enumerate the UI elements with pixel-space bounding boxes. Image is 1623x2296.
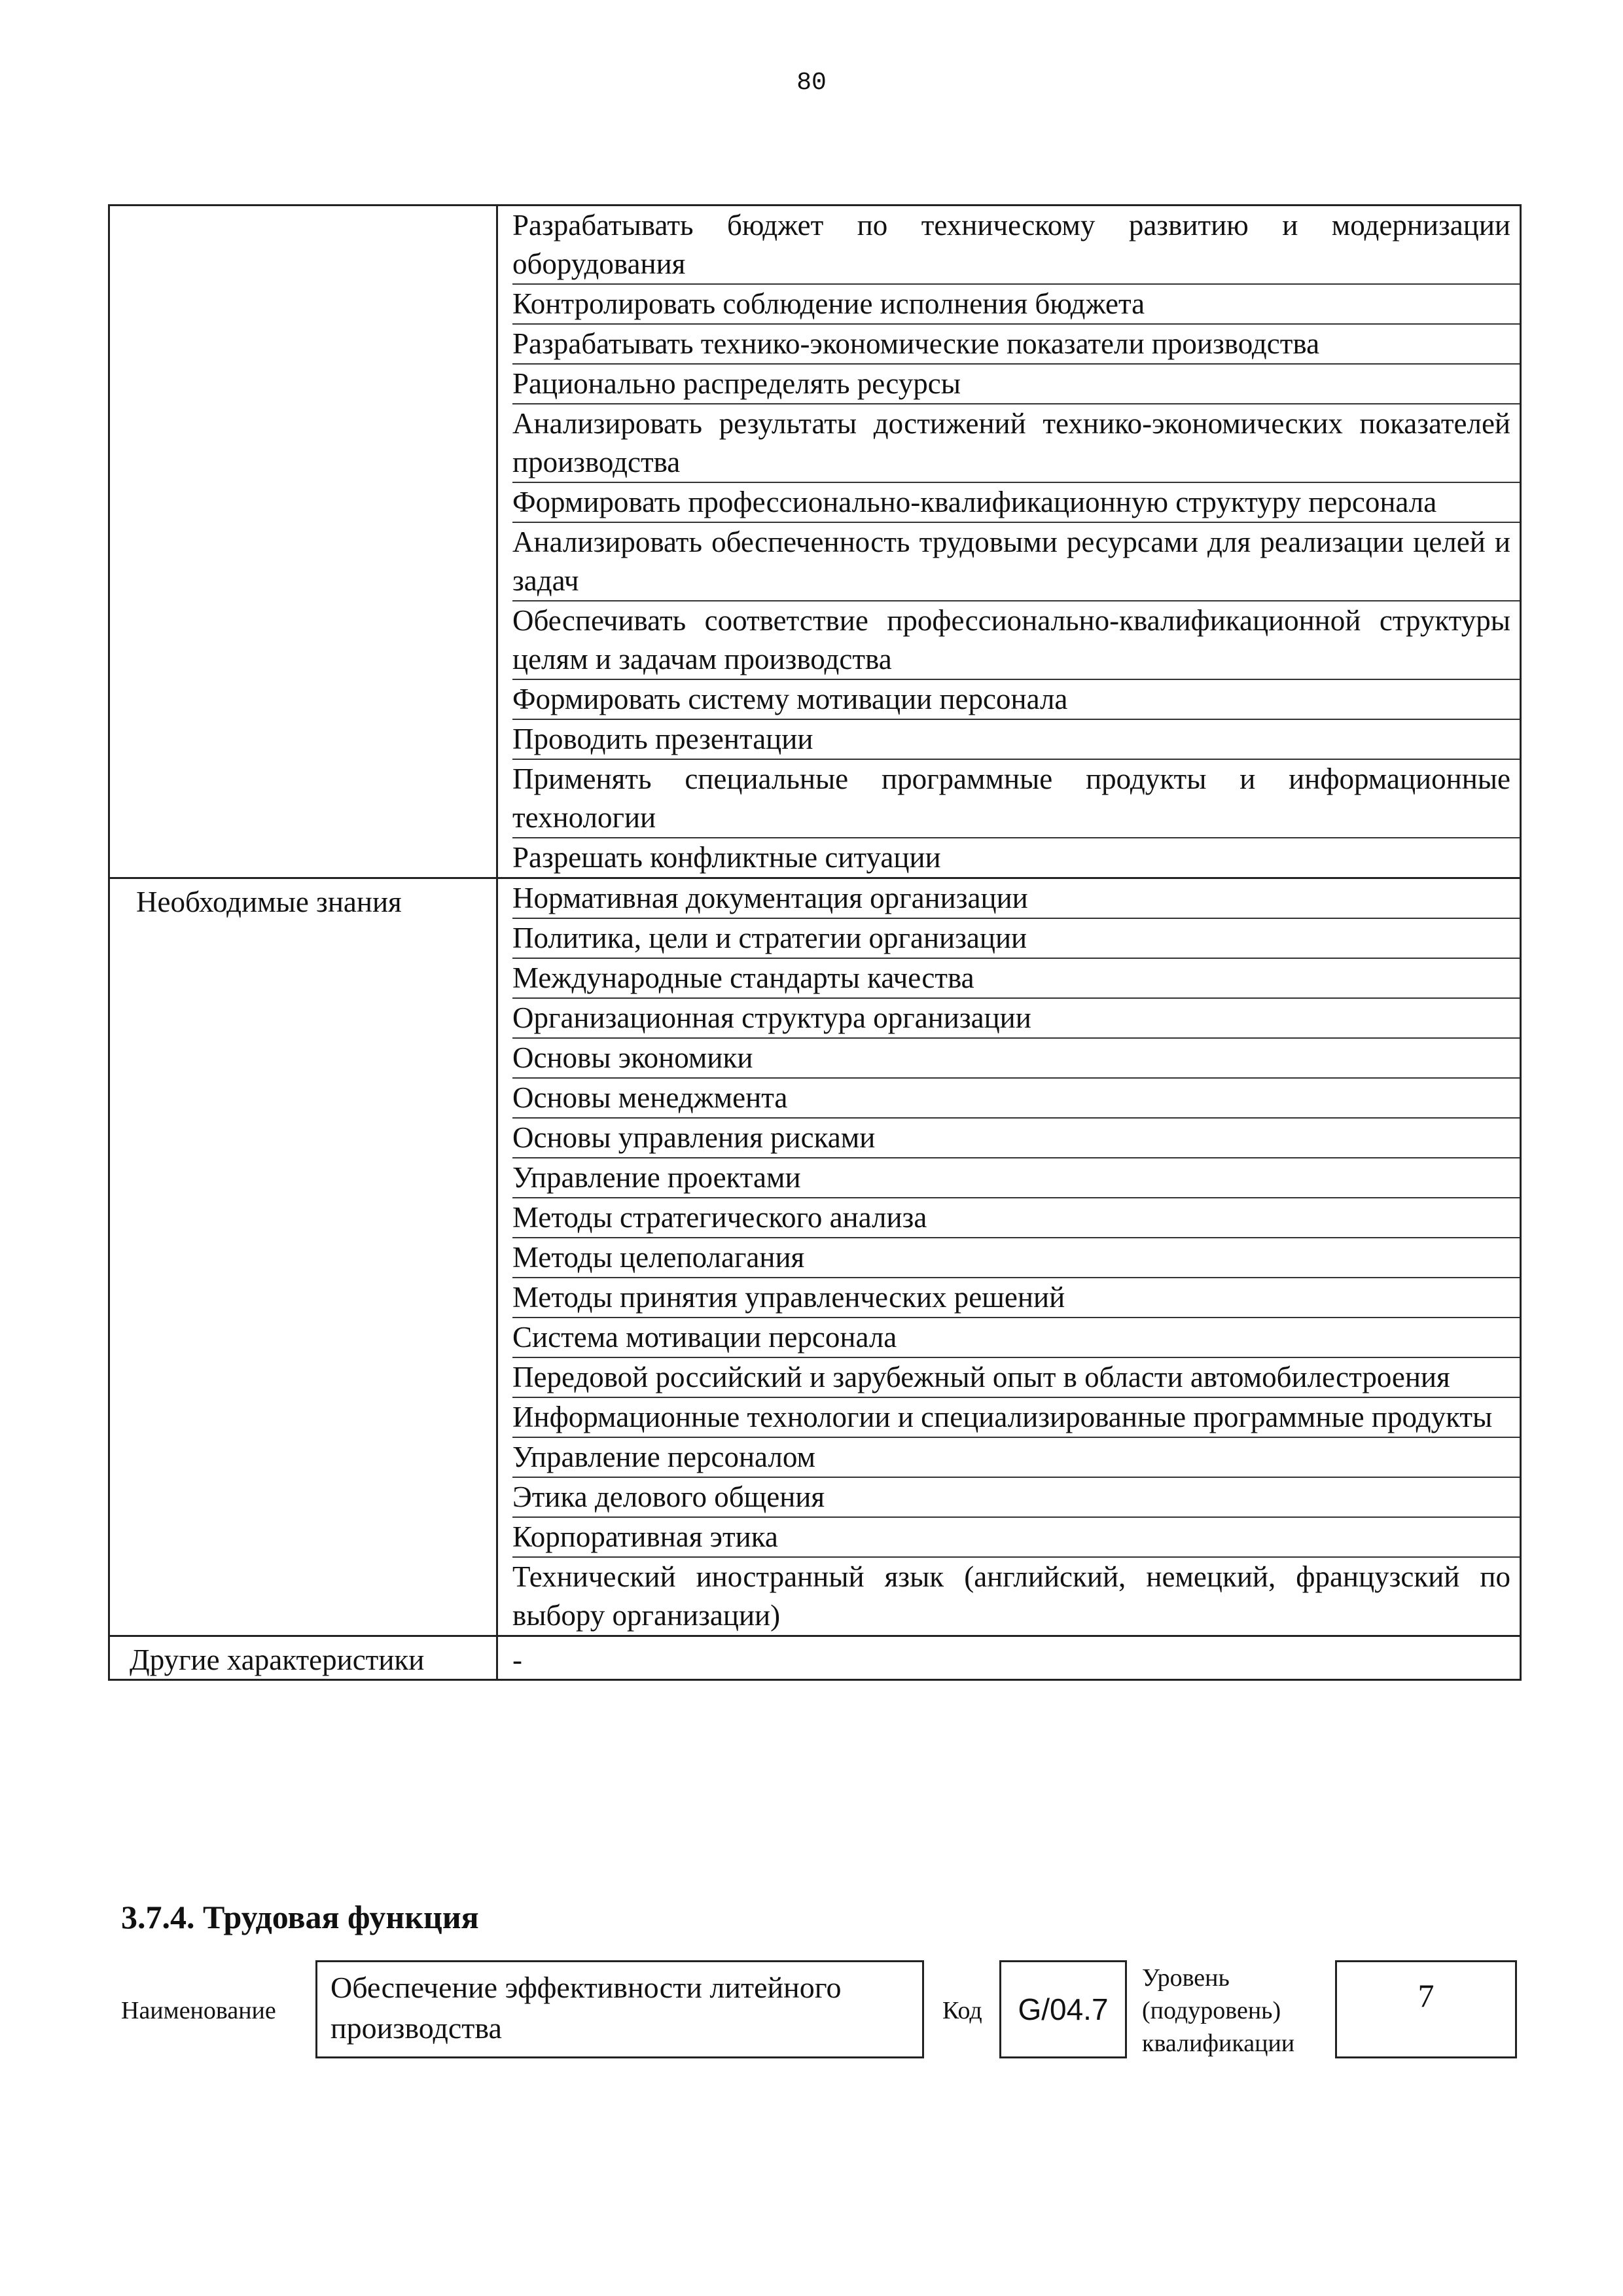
level-label bbox=[1142, 1962, 1294, 2060]
list-item: Система мотивации персонала bbox=[512, 1318, 1520, 1358]
list-item: Передовой российский и зарубежный опыт в области автомобилестроения bbox=[512, 1358, 1520, 1398]
list-item: Методы целеполагания bbox=[512, 1238, 1520, 1278]
list-item: Основы экономики bbox=[512, 1039, 1520, 1079]
level-label-line: Уровень bbox=[1142, 1964, 1230, 1992]
list-item: Этика делового общения bbox=[512, 1478, 1520, 1518]
list-item: Организационная структура организации bbox=[512, 999, 1520, 1039]
list-item: Методы принятия управленческих решений bbox=[512, 1278, 1520, 1318]
function-code-box: G/04.7 bbox=[999, 1960, 1127, 2058]
list-item: Корпоративная этика bbox=[512, 1518, 1520, 1558]
list-item: Управление персоналом bbox=[512, 1438, 1520, 1478]
list-item: Управление проектами bbox=[512, 1158, 1520, 1198]
level-label-line: (подуровень) bbox=[1142, 1997, 1281, 2024]
list-item: Контролировать соблюдение исполнения бюджета bbox=[512, 285, 1520, 325]
knowledge-label: Необходимые знания bbox=[109, 878, 497, 1636]
section-title: 3.7.4. Трудовая функция bbox=[121, 1899, 479, 1935]
list-item: Анализировать обеспеченность трудовыми ресурсами для реализации целей и задач bbox=[512, 523, 1520, 601]
list-item: Основы менеджмента bbox=[512, 1079, 1520, 1119]
other-value-cell bbox=[497, 1636, 1521, 1680]
other-row bbox=[109, 1636, 1521, 1680]
list-item: Разрабатывать технико-экономические показатели производства bbox=[512, 325, 1520, 365]
list-item: Методы стратегического анализа bbox=[512, 1198, 1520, 1238]
list-item: Применять специальные программные продукты и информационные технологии bbox=[512, 760, 1520, 838]
qualification-level-box: 7 bbox=[1335, 1960, 1517, 2058]
list-item: Анализировать результаты достижений технико-экономических показателей производства bbox=[512, 404, 1520, 483]
level-label-line: квалификации bbox=[1142, 2030, 1295, 2057]
function-name-box: Обеспечение эффективности литейного производства bbox=[315, 1960, 924, 2058]
list-item: Формировать профессионально-квалификационную структуру персонала bbox=[512, 483, 1520, 523]
name-label: Наименование bbox=[121, 1997, 276, 2024]
skills-label-cell bbox=[109, 206, 497, 878]
skills-row bbox=[109, 206, 1521, 878]
knowledge-list bbox=[497, 878, 1521, 1636]
code-label: Код bbox=[942, 1997, 982, 2024]
list-item: Основы управления рисками bbox=[512, 1119, 1520, 1158]
list-item: Разрабатывать бюджет по техническому развитию и модернизации оборудования bbox=[512, 206, 1520, 285]
other-label: Другие характеристики bbox=[109, 1636, 497, 1680]
list-item: Технический иностранный язык (английский, немецкий, французский по выбору организации) bbox=[512, 1560, 1510, 1632]
other-value: - bbox=[512, 1643, 522, 1676]
list-item: Рационально распределять ресурсы bbox=[512, 365, 1520, 404]
skills-list bbox=[497, 206, 1521, 878]
list-item: Обеспечивать соответствие профессионально-квалификационной структуры целям и задачам производства bbox=[512, 601, 1520, 680]
requirements-table bbox=[108, 204, 1522, 1681]
list-item: Разрешать конфликтные ситуации bbox=[512, 841, 941, 874]
page-number: 80 bbox=[796, 69, 827, 97]
list-item: Формировать систему мотивации персонала bbox=[512, 680, 1520, 720]
knowledge-row bbox=[109, 878, 1521, 1636]
list-item: Нормативная документация организации bbox=[512, 879, 1520, 919]
list-item: Политика, цели и стратегии организации bbox=[512, 919, 1520, 959]
list-item: Проводить презентации bbox=[512, 720, 1520, 760]
list-item: Информационные технологии и специализированные программные продукты bbox=[512, 1398, 1520, 1438]
list-item: Международные стандарты качества bbox=[512, 959, 1520, 999]
